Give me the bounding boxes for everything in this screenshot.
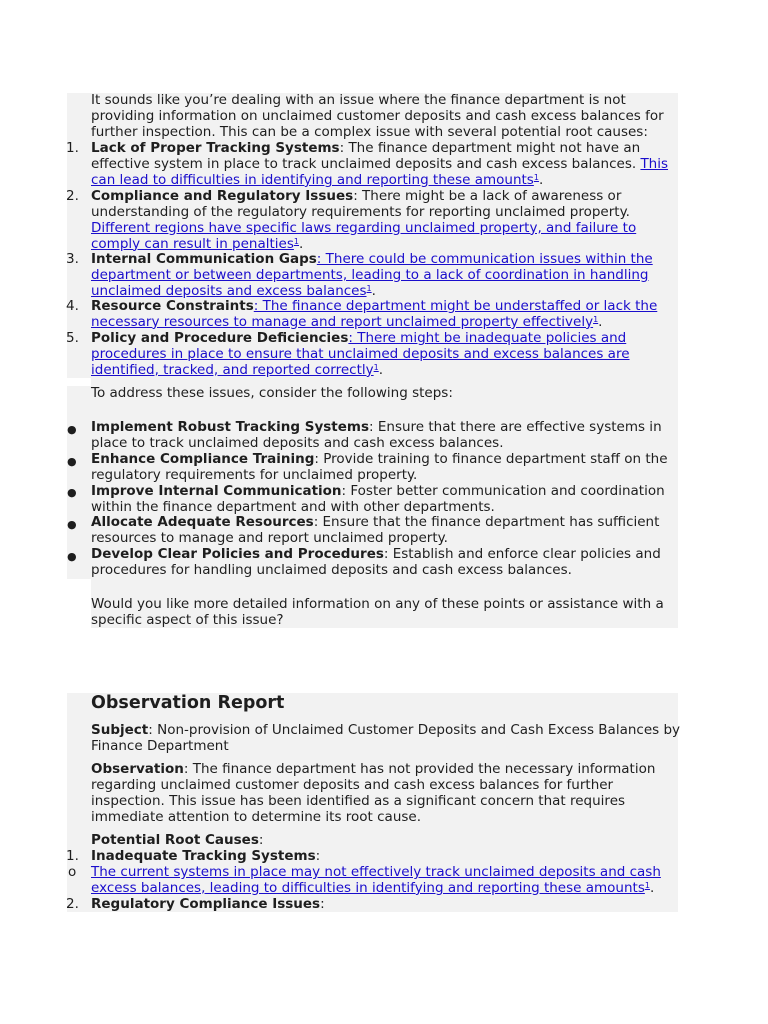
root-causes-label: Potential Root Causes: [91,832,264,848]
cause-title: Lack of Proper Tracking Systems [91,140,340,156]
citation-link[interactable]: : There could be communication issues within the department or between departments, leading to a lack of coordination in handling unclaimed deposits and excess balances [91,251,653,299]
footnote-link[interactable]: 1 [644,880,650,890]
list-number: 2. [66,896,79,912]
list-item [91,547,681,579]
citation-link[interactable]: This can lead to difficulties in identifying and reporting these amounts [91,155,669,188]
observation-label: Observation [91,761,184,777]
closing-question: Would you like more detailed information on any of these points or assistance with a specific aspect of this issue? [91,596,664,628]
gap-mask-1 [67,378,91,386]
observation-text: : The finance department has not provided the necessary information regarding unclaimed customer deposits and cash excess balances for further inspection. This issue has been identified as a significant concern that requires immediate attention to determine its root cause. [91,761,656,825]
step-title: Allocate Adequate Resources [91,514,314,530]
list-number: 5. [66,330,79,346]
step-title: Develop Clear Policies and Procedures [91,546,384,562]
gap-mask-2 [67,579,91,628]
subject-label: Subject [91,722,149,738]
step-title: Improve Internal Communication [91,483,342,499]
steps-intro: To address these issues, consider the following steps: [91,385,453,401]
list-item: Policy and Procedure Deficiencies: There might be inadequate policies and procedures in place to ensure that unclaimed deposits and excess balances are identified, tracked, and reported correctly$^1$. [91,330,630,378]
footnote-link[interactable]: 1 [293,236,299,246]
report-heading: Observation Report [91,693,285,713]
report-item: Regulatory Compliance Issues: [91,896,325,912]
cause-title: Compliance and Regulatory Issues [91,188,354,204]
step-text: : Ensure that there are effective systems in place to track unclaimed deposits and cash excess balances. [91,419,662,451]
list-item: Resource Constraints: The finance department might be understaffed or lack the necessary resources to manage and report unclaimed property effectively$^1$. [91,298,658,330]
footnote-link[interactable]: 1 [533,172,539,182]
report-subitem: The current systems in place may not effectively track unclaimed deposits and cash excess balances, leading to difficulties in identifying and reporting these amounts$^1$. [91,864,661,896]
citation-link[interactable]: The current systems in place may not effectively track unclaimed deposits and cash excess balances, leading to difficulties in identifying and reporting these amounts [91,864,661,896]
footnote-link[interactable]: 1 [373,362,379,372]
step-text: : Provide training to finance department staff on the regulatory requirements for unclaimed property. [91,451,668,483]
list-item [91,484,681,516]
list-item: Compliance and Regulatory Issues: There might be a lack of awareness or understanding of the regulatory requirements for reporting unclaimed property. Different regions have specific laws regarding unclaimed property, and failure to comply can result in penalties$^1$. [91,188,637,252]
list-item: Lack of Proper Tracking Systems: The finance department might not have an effective system in place to track unclaimed deposits and cash excess balances. This can lead to difficulties in identifying and reporting these amounts$^1$. [91,140,669,188]
footnote-link[interactable]: 1 [366,283,372,293]
list-item [91,420,681,452]
bullet-icon: ● [67,486,77,499]
cause-text: The finance department might not have an effective system in place to track unclaimed deposits and cash excess balances. [91,140,641,172]
list-item [91,515,681,547]
subject-text: : Non-provision of Unclaimed Customer Deposits and Cash Excess Balances by Finance Department [91,722,681,754]
list-item: Internal Communication Gaps: There could be communication issues within the department or between departments, leading to a lack of coordination in handling unclaimed deposits and excess balances$^1$. [91,251,653,299]
intro-paragraph: It sounds like you’re dealing with an issue where the finance department is not providing information on unclaimed customer deposits and cash excess balances for further inspection. This can be a complex issue with several potential root causes: [91,92,664,140]
report-item: Inadequate Tracking Systems: [91,848,321,864]
list-number: 1. [66,848,79,864]
report-subject [91,723,681,755]
list-number: 1. [66,140,79,156]
citation-link[interactable]: : There might be inadequate policies and procedures in place to ensure that unclaimed deposits and excess balances are identified, tracked, and reported correctly [91,330,630,378]
sub-bullet-marker: o [68,864,77,880]
list-item [91,452,681,484]
bullet-icon: ● [67,518,77,531]
step-title: Enhance Compliance Training [91,451,315,467]
step-text: : Foster better communication and coordination within the finance department and with other departments. [91,483,665,515]
step-text: : Ensure that the finance department has sufficient resources to manage and report unclaimed property. [91,514,660,546]
step-title: Implement Robust Tracking Systems [91,419,370,435]
citation-link[interactable]: : The finance department might be understaffed or lack the necessary resources to manage and report unclaimed property effectively [91,298,658,330]
cause-title: Resource Constraints [91,298,254,314]
footnote-link[interactable]: 1 [593,314,599,324]
bullet-icon: ● [67,550,77,563]
list-number: 2. [66,188,79,204]
bullet-icon: ● [67,423,77,436]
citation-link[interactable]: Different regions have specific laws regarding unclaimed property, and failure to comply can result in penalties [91,219,637,252]
cause-text: There might be a lack of awareness or understanding of the regulatory requirements for reporting unclaimed property. [91,188,630,220]
step-text: : Establish and enforce clear policies and procedures for handling unclaimed deposits and cash excess balances. [91,546,661,578]
bullet-icon: ● [67,455,77,468]
cause-title: Internal Communication Gaps [91,251,317,267]
cause-title: Policy and Procedure Deficiencies [91,330,349,346]
report-observation [91,762,681,826]
list-number: 4. [66,298,79,314]
list-number: 3. [66,251,79,267]
